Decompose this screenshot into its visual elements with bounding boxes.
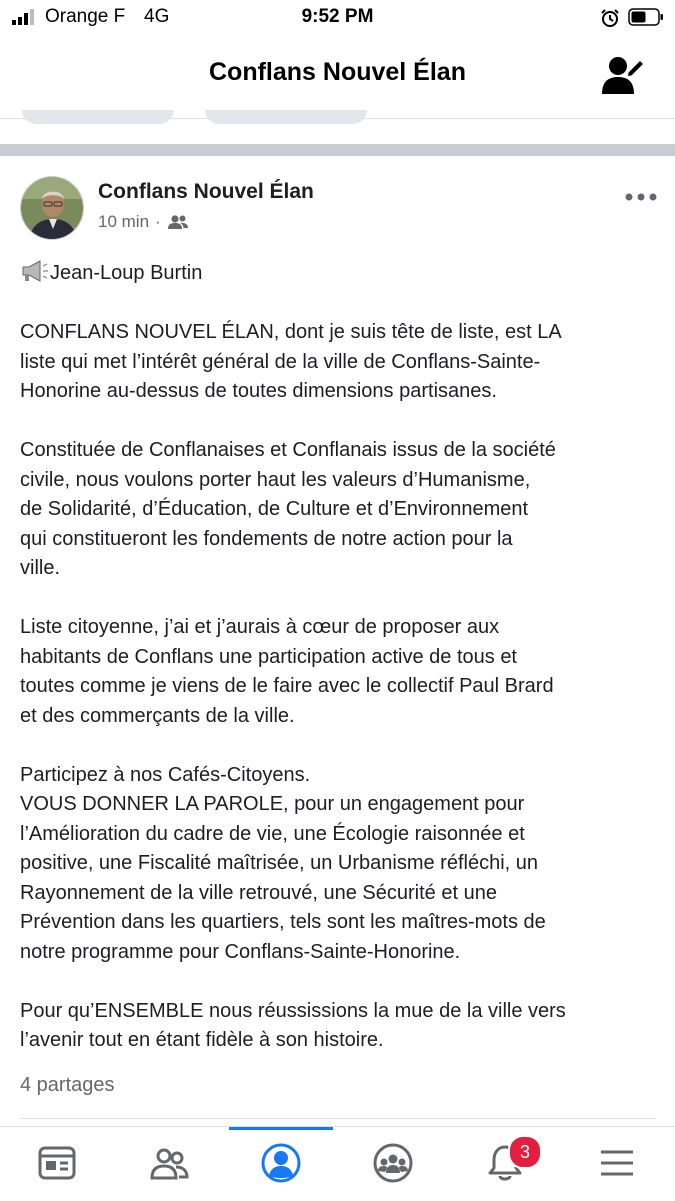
text-line: Liste citoyenne, j’ai et j’aurais à cœur de proposer aux bbox=[20, 616, 500, 638]
author-avatar[interactable] bbox=[20, 176, 84, 240]
network-type: 4G bbox=[144, 6, 170, 27]
alarm-icon bbox=[600, 8, 620, 28]
megaphone-icon bbox=[20, 258, 50, 284]
text-line: toutes comme je viens de le faire avec le collectif Paul Brard bbox=[20, 675, 554, 697]
text-line: liste qui met l’intérêt général de la ville de Conflans-Sainte- bbox=[20, 350, 541, 373]
carrier-name: Orange F bbox=[45, 6, 126, 27]
text-line: de Solidarité, d’Éducation, de Culture et d’Environnement bbox=[20, 498, 529, 520]
notification-badge: 3 bbox=[508, 1135, 542, 1169]
text-line: Participez à nos Cafés-Citoyens. bbox=[20, 763, 311, 786]
bottom-tab-bar bbox=[0, 1126, 675, 1201]
text-line: VOUS DONNER LA PAROLE, pour un engagement pour bbox=[20, 793, 525, 815]
text-line: ville. bbox=[20, 557, 61, 579]
text-line: habitants de Conflans une participation active de tous et bbox=[20, 645, 517, 668]
paragraph-5 bbox=[20, 997, 660, 1056]
status-time: 9:52 PM bbox=[301, 6, 374, 27]
post-body bbox=[20, 258, 660, 1085]
profile-icon bbox=[261, 1143, 301, 1183]
text-line: Constituée de Conflanaises et Conflanais issus de la société bbox=[20, 439, 556, 461]
post-card bbox=[0, 156, 675, 1126]
post-author[interactable]: Conflans Nouvel Élan bbox=[98, 180, 314, 203]
tab-profile[interactable] bbox=[226, 1127, 336, 1201]
page-title: Conflans Nouvel Élan bbox=[209, 58, 466, 86]
text-line: Rayonnement de la ville retrouvé, une Sécurité et une bbox=[20, 881, 497, 904]
status-bar bbox=[0, 0, 675, 36]
tab-groups[interactable] bbox=[338, 1127, 448, 1201]
post-time[interactable]: 10 min bbox=[98, 212, 150, 231]
post-meta bbox=[98, 212, 189, 232]
story-chip[interactable] bbox=[22, 110, 174, 124]
group-icon bbox=[167, 214, 189, 230]
friends-icon bbox=[149, 1143, 189, 1183]
text-line: CONFLANS NOUVEL ÉLAN, dont je suis tête de liste, est LA bbox=[20, 321, 562, 343]
battery-icon bbox=[628, 8, 664, 26]
story-chip[interactable] bbox=[205, 110, 367, 124]
paragraph-2 bbox=[20, 436, 660, 584]
page-header bbox=[0, 36, 675, 119]
text-line: Honorine au-dessus de toutes dimensions partisanes. bbox=[20, 380, 497, 402]
news-feed-icon bbox=[37, 1143, 77, 1183]
tab-news-feed[interactable] bbox=[2, 1127, 112, 1201]
text-line: Pour qu’ENSEMBLE nous réussissions la mue de la ville vers bbox=[20, 999, 566, 1022]
feed-separator bbox=[0, 144, 675, 156]
avatar-photo bbox=[21, 177, 84, 240]
text-line: civile, nous voulons porter haut les valeurs d’Humanisme, bbox=[20, 468, 531, 491]
intro-text: Jean-Loup Burtin bbox=[50, 262, 203, 284]
post-divider bbox=[20, 1118, 656, 1119]
meta-separator: · bbox=[155, 212, 161, 231]
paragraph-4 bbox=[20, 761, 660, 968]
text-line: qui constitueront les fondements de notre action pour la bbox=[20, 527, 513, 550]
tab-friends[interactable] bbox=[114, 1127, 224, 1201]
paragraph-1 bbox=[20, 318, 660, 407]
edit-profile-icon[interactable] bbox=[598, 52, 646, 96]
shares-count[interactable]: 4 partages bbox=[20, 1074, 115, 1096]
more-options-icon[interactable] bbox=[624, 190, 658, 204]
text-line: notre programme pour Conflans-Sainte-Honorine. bbox=[20, 940, 461, 963]
text-line: positive, une Fiscalité maîtrisée, un Urbanisme réfléchi, un bbox=[20, 852, 539, 874]
tab-notifications[interactable] bbox=[450, 1127, 560, 1201]
text-line: et des commerçants de la ville. bbox=[20, 704, 295, 727]
post-intro bbox=[20, 258, 660, 289]
groups-icon bbox=[373, 1143, 413, 1183]
text-line: l’avenir tout en étant fidèle à son histoire. bbox=[20, 1029, 384, 1051]
paragraph-3 bbox=[20, 613, 660, 731]
text-line: l’Amélioration du cadre de vie, une Écologie raisonnée et bbox=[20, 822, 525, 845]
menu-icon bbox=[597, 1143, 637, 1183]
tab-menu[interactable] bbox=[562, 1127, 672, 1201]
text-line: Prévention dans les quartiers, tels sont les maîtres-mots de bbox=[20, 911, 546, 933]
